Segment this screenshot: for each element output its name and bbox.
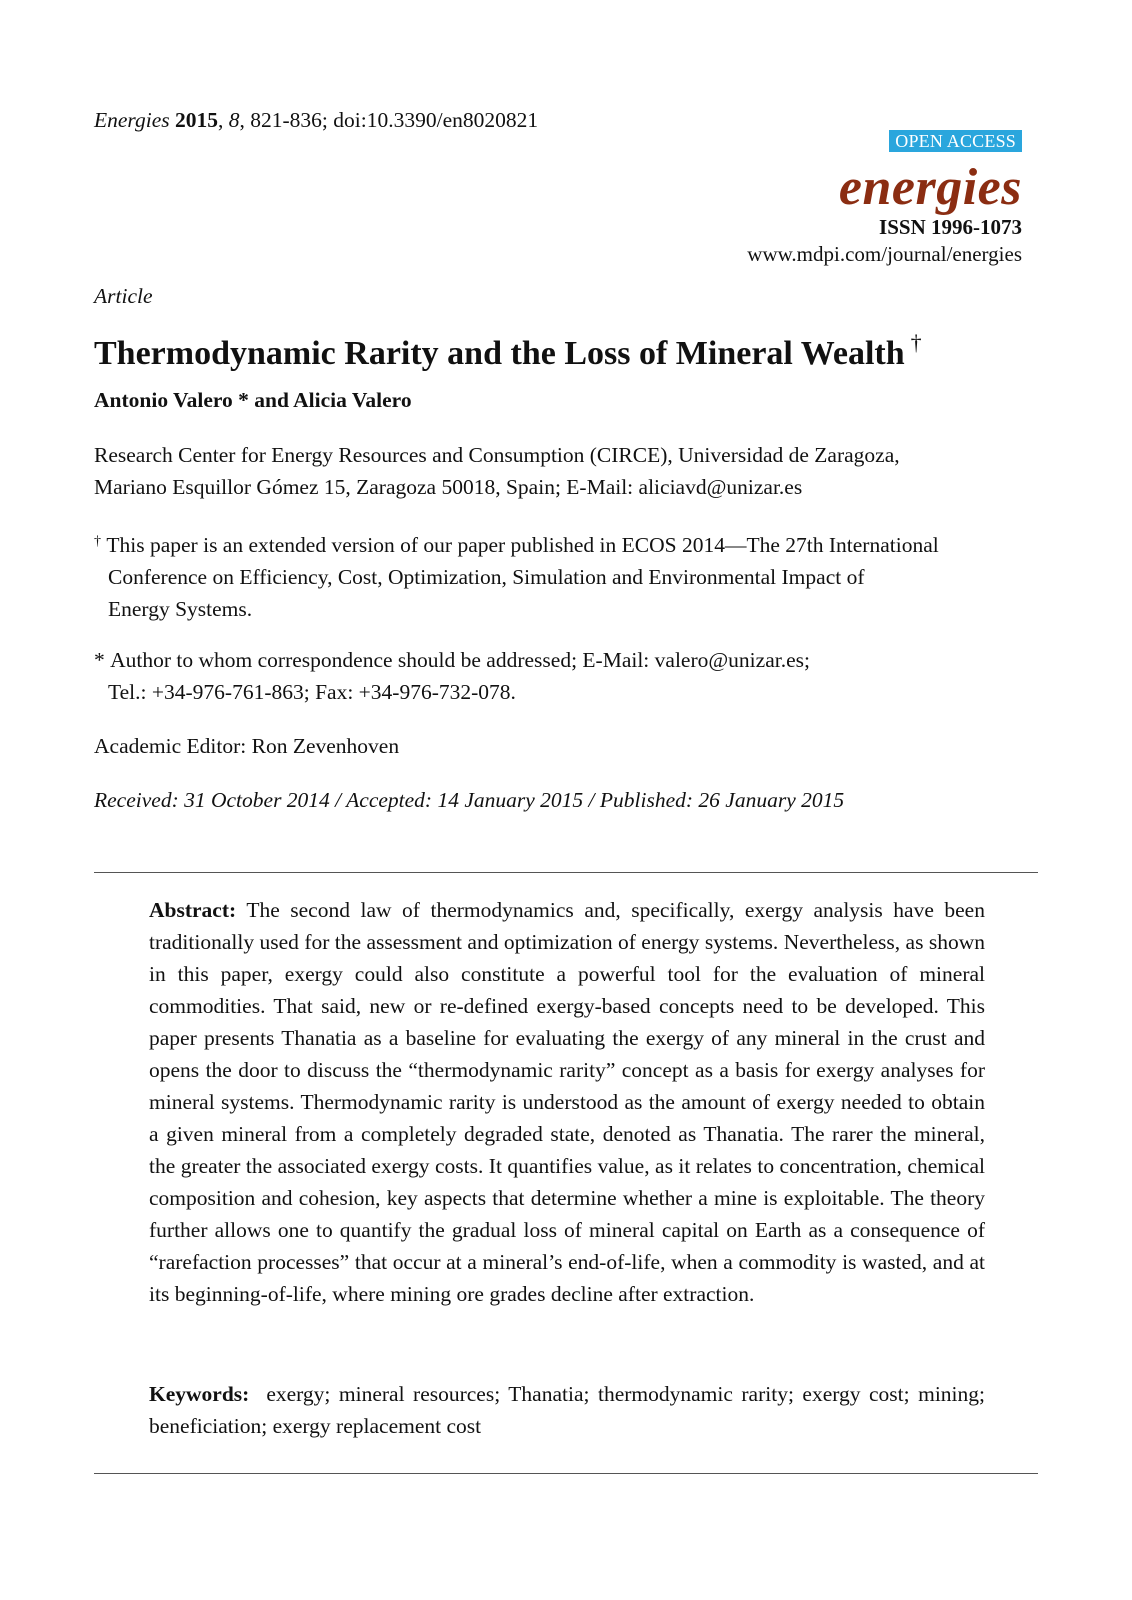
publication-dates: Received: 31 October 2014 / Accepted: 14 January 2015 / Published: 26 January 2015: [94, 788, 845, 812]
abstract: [149, 894, 985, 1310]
journal-url[interactable]: www.mdpi.com/journal/energies: [747, 242, 1022, 266]
citation-line: Energies 2015, 8, 821-836; doi:10.3390/en8020821: [94, 108, 539, 132]
abstract-text: The second law of thermodynamics and, specifically, exergy analysis have been traditionally used for the assessment and optimization of energy systems. Nevertheless, as shown in this paper, exergy could also constitute a powerful tool for the evaluation of mineral commodities. That said, new or re-defined exergy-based concepts need to be developed. This paper presents Thanatia as a baseline for evaluating the exergy of any mineral in the crust and opens the door to discuss the “thermodynamic rarity” concept as a basis for exergy analyses for mineral systems. Thermodynamic rarity is understood as the amount of exergy needed to obtain a given mineral from a completely degraded state, denoted as Thanatia. The rarer the mineral, the greater the associated exergy costs. It quantifies value, as it relates to concentration, chemical composition and cohesion, key aspects that determine whether a mine is exploitable. The theory further allows one to quantify the gradual loss of mineral capital on Earth as a consequence of “rarefaction processes” that occur at a mineral’s end-of-life, when a commodity is wasted, and at its beginning-of-life, where mining ore grades decline after extraction.: [149, 898, 985, 1306]
journal-name-italic: Energies: [94, 108, 170, 132]
academic-editor: Academic Editor: Ron Zevenhoven: [94, 734, 400, 758]
dagger-note-line-2: Conference on Efficiency, Cost, Optimization, Simulation and Environmental Impact of: [108, 565, 865, 589]
abstract-label: Abstract:: [149, 898, 237, 922]
affiliation-line-1: Research Center for Energy Resources and Consumption (CIRCE), Universidad de Zaragoza,: [94, 443, 900, 467]
dagger-note-line-3: Energy Systems.: [108, 597, 253, 621]
affiliation: [94, 439, 1054, 503]
keywords-text: exergy; mineral resources; Thanatia; thermodynamic rarity; exergy cost; mining; beneficiation; exergy replacement cost: [149, 1382, 986, 1438]
dagger-note-mark: †: [94, 534, 101, 549]
author-list: Antonio Valero * and Alicia Valero: [94, 388, 412, 412]
keywords: [149, 1378, 985, 1442]
pages-doi: 821-836; doi:10.3390/en8020821: [250, 108, 539, 132]
open-access-badge: OPEN ACCESS: [889, 130, 1022, 152]
issn: ISSN 1996-1073: [879, 215, 1022, 239]
publication-year: 2015: [175, 108, 219, 132]
correspondence-mark: *: [94, 648, 105, 672]
keywords-label: Keywords:: [149, 1382, 250, 1406]
correspondence-note: [94, 644, 1054, 708]
affiliation-line-2: Mariano Esquillor Gómez 15, Zaragoza 50018, Spain; E-Mail: aliciavd@unizar.es: [94, 475, 803, 499]
paper-title: [94, 320, 922, 377]
article-type: Article: [94, 284, 153, 308]
journal-masthead: [722, 124, 1022, 268]
correspondence-line-2: Tel.: +34-976-761-863; Fax: +34-976-732-078.: [108, 680, 516, 704]
volume-number: 8: [228, 108, 240, 132]
dagger-note-line-1: This paper is an extended version of our paper published in ECOS 2014—The 27th International: [106, 533, 939, 557]
title-dagger-mark: †: [910, 330, 922, 355]
top-divider: [94, 872, 1038, 873]
journal-logo: energies: [838, 159, 1022, 216]
correspondence-line-1: Author to whom correspondence should be addressed; E-Mail: valero@unizar.es;: [110, 648, 810, 672]
dagger-footnote: [94, 526, 1054, 625]
bottom-divider: [94, 1473, 1038, 1474]
paper-title-text: Thermodynamic Rarity and the Loss of Mineral Wealth: [94, 335, 905, 372]
